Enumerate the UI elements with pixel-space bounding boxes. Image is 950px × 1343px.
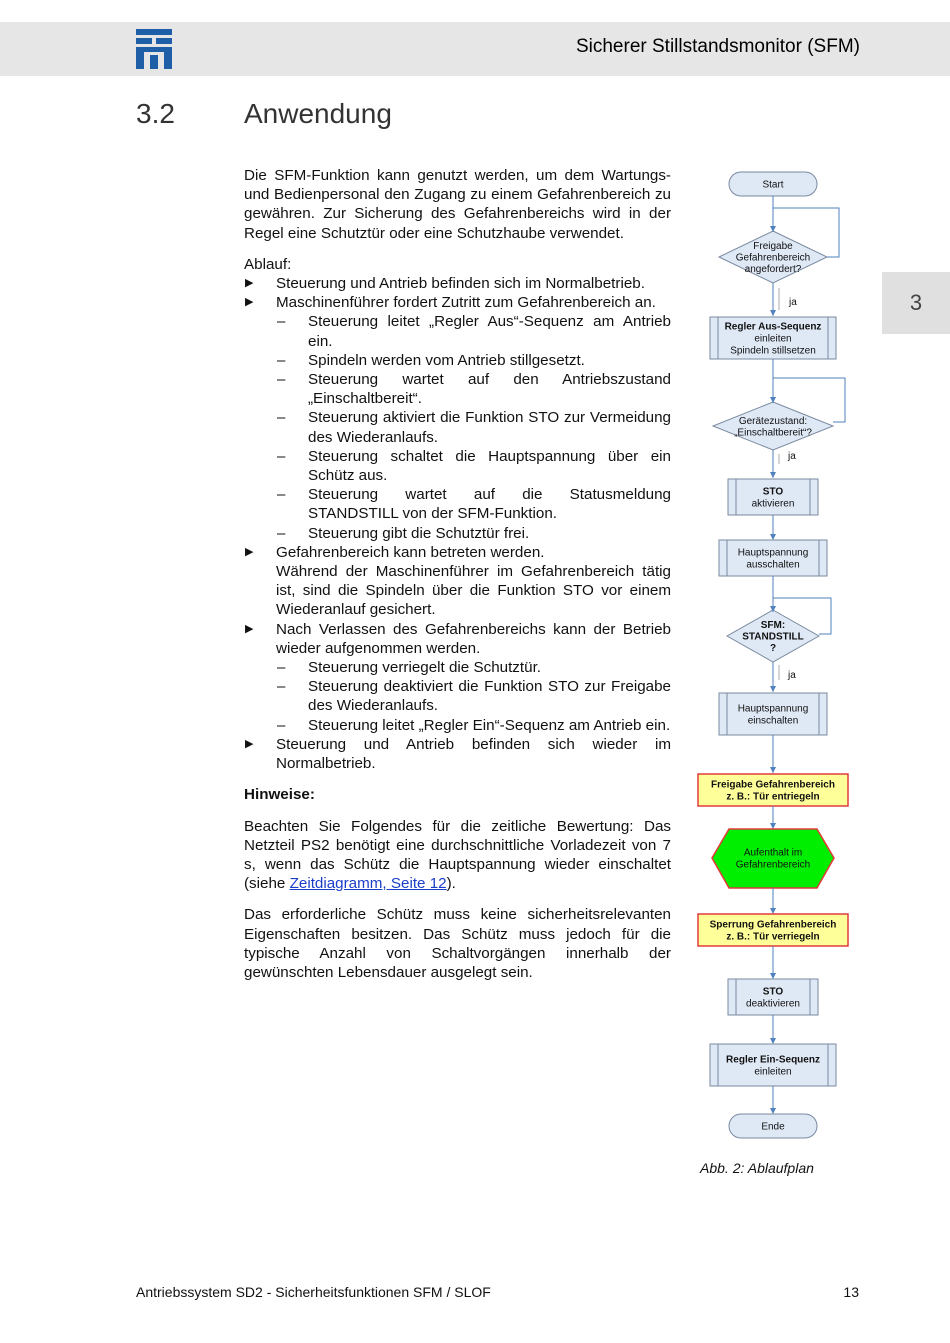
hints-label: Hinweise:	[244, 786, 315, 804]
flow-label: ausschalten	[746, 559, 800, 571]
section-title: Anwendung	[244, 98, 392, 129]
flow-arrowhead	[770, 310, 776, 316]
bullet-icon: ▶	[245, 296, 254, 309]
sub-list-item-text: Steuerung wartet auf den Antriebszustand „Einschaltbereit“.	[308, 371, 671, 408]
flow-label: Freigabe	[753, 241, 793, 252]
flow-label: aktivieren	[751, 498, 795, 510]
sub-list-item	[244, 658, 671, 677]
bullet-icon: ▶	[245, 622, 254, 635]
dash-icon: –	[277, 678, 286, 696]
dash-icon: –	[277, 409, 286, 427]
flow-arrowhead	[770, 1038, 776, 1044]
flow-label: STO	[762, 486, 784, 498]
flow-label: z. B.: Tür entriegeln	[726, 791, 820, 803]
flow-arrowhead	[770, 472, 776, 478]
dash-icon: –	[277, 313, 286, 331]
zeitdiagramm-link[interactable]: Zeitdiagramm, Seite 12	[289, 875, 447, 893]
company-logo-icon	[136, 29, 172, 69]
hint-paragraph-1	[244, 817, 671, 894]
sub-list-item-text: Steuerung deaktiviert die Funktion STO zur Freigabe des Wiederanlaufs.	[308, 678, 671, 715]
flow-label: Regler Aus-Sequenz	[724, 321, 822, 333]
flow-label: Ende	[761, 1121, 785, 1133]
bullet-icon: ▶	[245, 277, 254, 290]
sub-list-item-text: Steuerung leitet „Regler Ein“-Sequenz am Antrieb ein.	[308, 716, 671, 734]
flow-arrowhead	[770, 1108, 776, 1114]
sub-list-item	[244, 485, 671, 523]
list-item-text: Steuerung und Antrieb befinden sich im Normalbetrieb.	[276, 275, 645, 293]
list-item-text: Gefahrenbereich kann betreten werden.	[276, 543, 545, 561]
flow-label: Aufenthalt im	[743, 847, 803, 859]
flow-ja-label: ja	[788, 451, 796, 462]
sub-list-item	[244, 677, 671, 715]
hint1-text: Beachten Sie Folgendes für die zeitliche Bewertung: Das Netzteil PS2 benötigt eine durchschnittliche Vorladezeit von 7 s, wenn das Schütz die Hauptspannung wieder einschaltet (siehe	[244, 817, 671, 893]
steps-list	[244, 274, 671, 773]
flow-label: Gefahrenbereich	[735, 252, 811, 264]
flow-aufenthalt-hexagon	[712, 829, 834, 888]
hint1-text-end: ).	[446, 875, 456, 893]
flow-label: einleiten	[754, 333, 792, 345]
flow-label: einschalten	[747, 715, 799, 727]
flow-label: SFM:	[760, 620, 786, 631]
header-title: Sicherer Stillstandsmonitor (SFM)	[575, 36, 860, 57]
chapter-tab: 3	[882, 272, 950, 334]
list-item-text: Steuerung und Antrieb befinden sich wieder im Normalbetrieb.	[276, 735, 671, 773]
intro-paragraph: Die SFM-Funktion kann genutzt werden, um dem Wartungs- und Bedienpersonal den Zugang zu einem Gefahrenbereich zu gewähren. Zur Sicherung des Gefahrenbereichs wird in der Regel eine Schutztür oder eine Schutzhaube verwendet.	[244, 167, 671, 242]
flow-ja-label: ja	[788, 670, 796, 681]
ablauf-label: Ablauf:	[244, 255, 292, 273]
list-item-text: Während der Maschinenführer im Gefahrenbereich tätig ist, sind die Spindeln über die Funktion STO vor einem Wiederanlauf gesichert.	[276, 563, 671, 619]
flow-label: einleiten	[754, 1066, 792, 1078]
sub-list-item	[244, 312, 671, 350]
hint-paragraph-2: Das erforderliche Schütz muss keine sicherheitsrelevanten Eigenschaften besitzen. Das Schütz muss jedoch für die typische Anzahl von Schaltvorgängen innerhalb der gewünschten Lebensdauer ausgelegt sein.	[244, 906, 671, 981]
sub-list-item-text: Steuerung gibt die Schutztür frei.	[308, 524, 530, 542]
flow-label: Gerätezustand:	[738, 415, 808, 427]
sub-list-item	[244, 524, 671, 543]
body-text	[244, 166, 671, 982]
sub-list-item	[244, 716, 671, 735]
flow-label: Start	[762, 179, 784, 191]
flow-label: Sperrung Gefahrenbereich	[709, 919, 837, 931]
flowchart	[697, 168, 857, 1146]
list-item-text: Maschinenführer fordert Zutritt zum Gefahrenbereich an.	[276, 294, 656, 312]
list-item	[244, 543, 671, 562]
list-item	[244, 274, 671, 293]
flow-label: STO	[762, 986, 784, 998]
sub-list-item-text: Steuerung aktiviert die Funktion STO zur Vermeidung des Wiederanlaufs.	[308, 409, 671, 446]
flow-arrowhead	[770, 686, 776, 692]
sub-list-item-text: Spindeln werden vom Antrieb stillgesetzt.	[308, 351, 585, 369]
footer-title: Antriebssystem SD2 - Sicherheitsfunktionen SFM / SLOF	[136, 1284, 491, 1300]
flow-arrowhead	[770, 823, 776, 829]
dash-icon: –	[277, 371, 286, 389]
list-item-text: Nach Verlassen des Gefahrenbereichs kann der Betrieb wieder aufgenommen werden.	[276, 620, 671, 657]
flow-label: z. B.: Tür verriegeln	[726, 931, 820, 943]
flow-label: „Einschaltbereit“?	[734, 427, 812, 439]
bullet-icon: ▶	[245, 545, 254, 558]
sub-list-item-text: Steuerung schaltet die Hauptspannung über ein Schütz aus.	[308, 447, 671, 485]
list-item	[244, 562, 671, 620]
flow-arrowhead	[770, 908, 776, 914]
flow-label: Freigabe Gefahrenbereich	[711, 779, 835, 791]
sub-list-item-text: Steuerung wartet auf die Statusmeldung STANDSTILL von der SFM-Funktion.	[308, 486, 671, 523]
list-item	[244, 293, 671, 312]
flow-label: Regler Ein-Sequenz	[726, 1054, 820, 1066]
flow-arrowhead	[770, 534, 776, 540]
flow-label: Hauptspannung	[737, 703, 809, 715]
dash-icon: –	[277, 659, 286, 677]
dash-icon: –	[277, 447, 286, 465]
dash-icon: –	[277, 716, 286, 734]
sub-list-item-text: Steuerung leitet „Regler Aus“-Sequenz am Antrieb ein.	[308, 313, 671, 350]
sub-list-item	[244, 447, 671, 485]
flow-label: Gefahrenbereich	[735, 859, 811, 871]
list-item	[244, 620, 671, 658]
sub-list-item-text: Steuerung verriegelt die Schutztür.	[308, 659, 542, 677]
flow-arrowhead	[770, 973, 776, 979]
dash-icon: –	[277, 524, 286, 542]
flow-arrowhead	[770, 767, 776, 773]
section-number: 3.2	[136, 98, 175, 129]
flow-label: ?	[769, 643, 777, 654]
flow-label: angefordert?	[744, 264, 802, 275]
dash-icon: –	[277, 486, 286, 504]
sub-list-item	[244, 370, 671, 408]
sub-list-item	[244, 408, 671, 446]
dash-icon: –	[277, 351, 286, 369]
bullet-icon: ▶	[245, 737, 254, 750]
flow-label: deaktivieren	[746, 998, 800, 1010]
flow-label: Spindeln stillsetzen	[730, 345, 816, 357]
flow-label: STANDSTILL	[742, 631, 804, 643]
page-number: 13	[843, 1284, 859, 1300]
sub-list-item	[244, 351, 671, 370]
flow-label: Hauptspannung	[737, 547, 809, 559]
flow-ja-label: ja	[789, 297, 797, 308]
list-item	[244, 735, 671, 773]
figure-caption: Abb. 2: Ablaufplan	[700, 1160, 814, 1176]
